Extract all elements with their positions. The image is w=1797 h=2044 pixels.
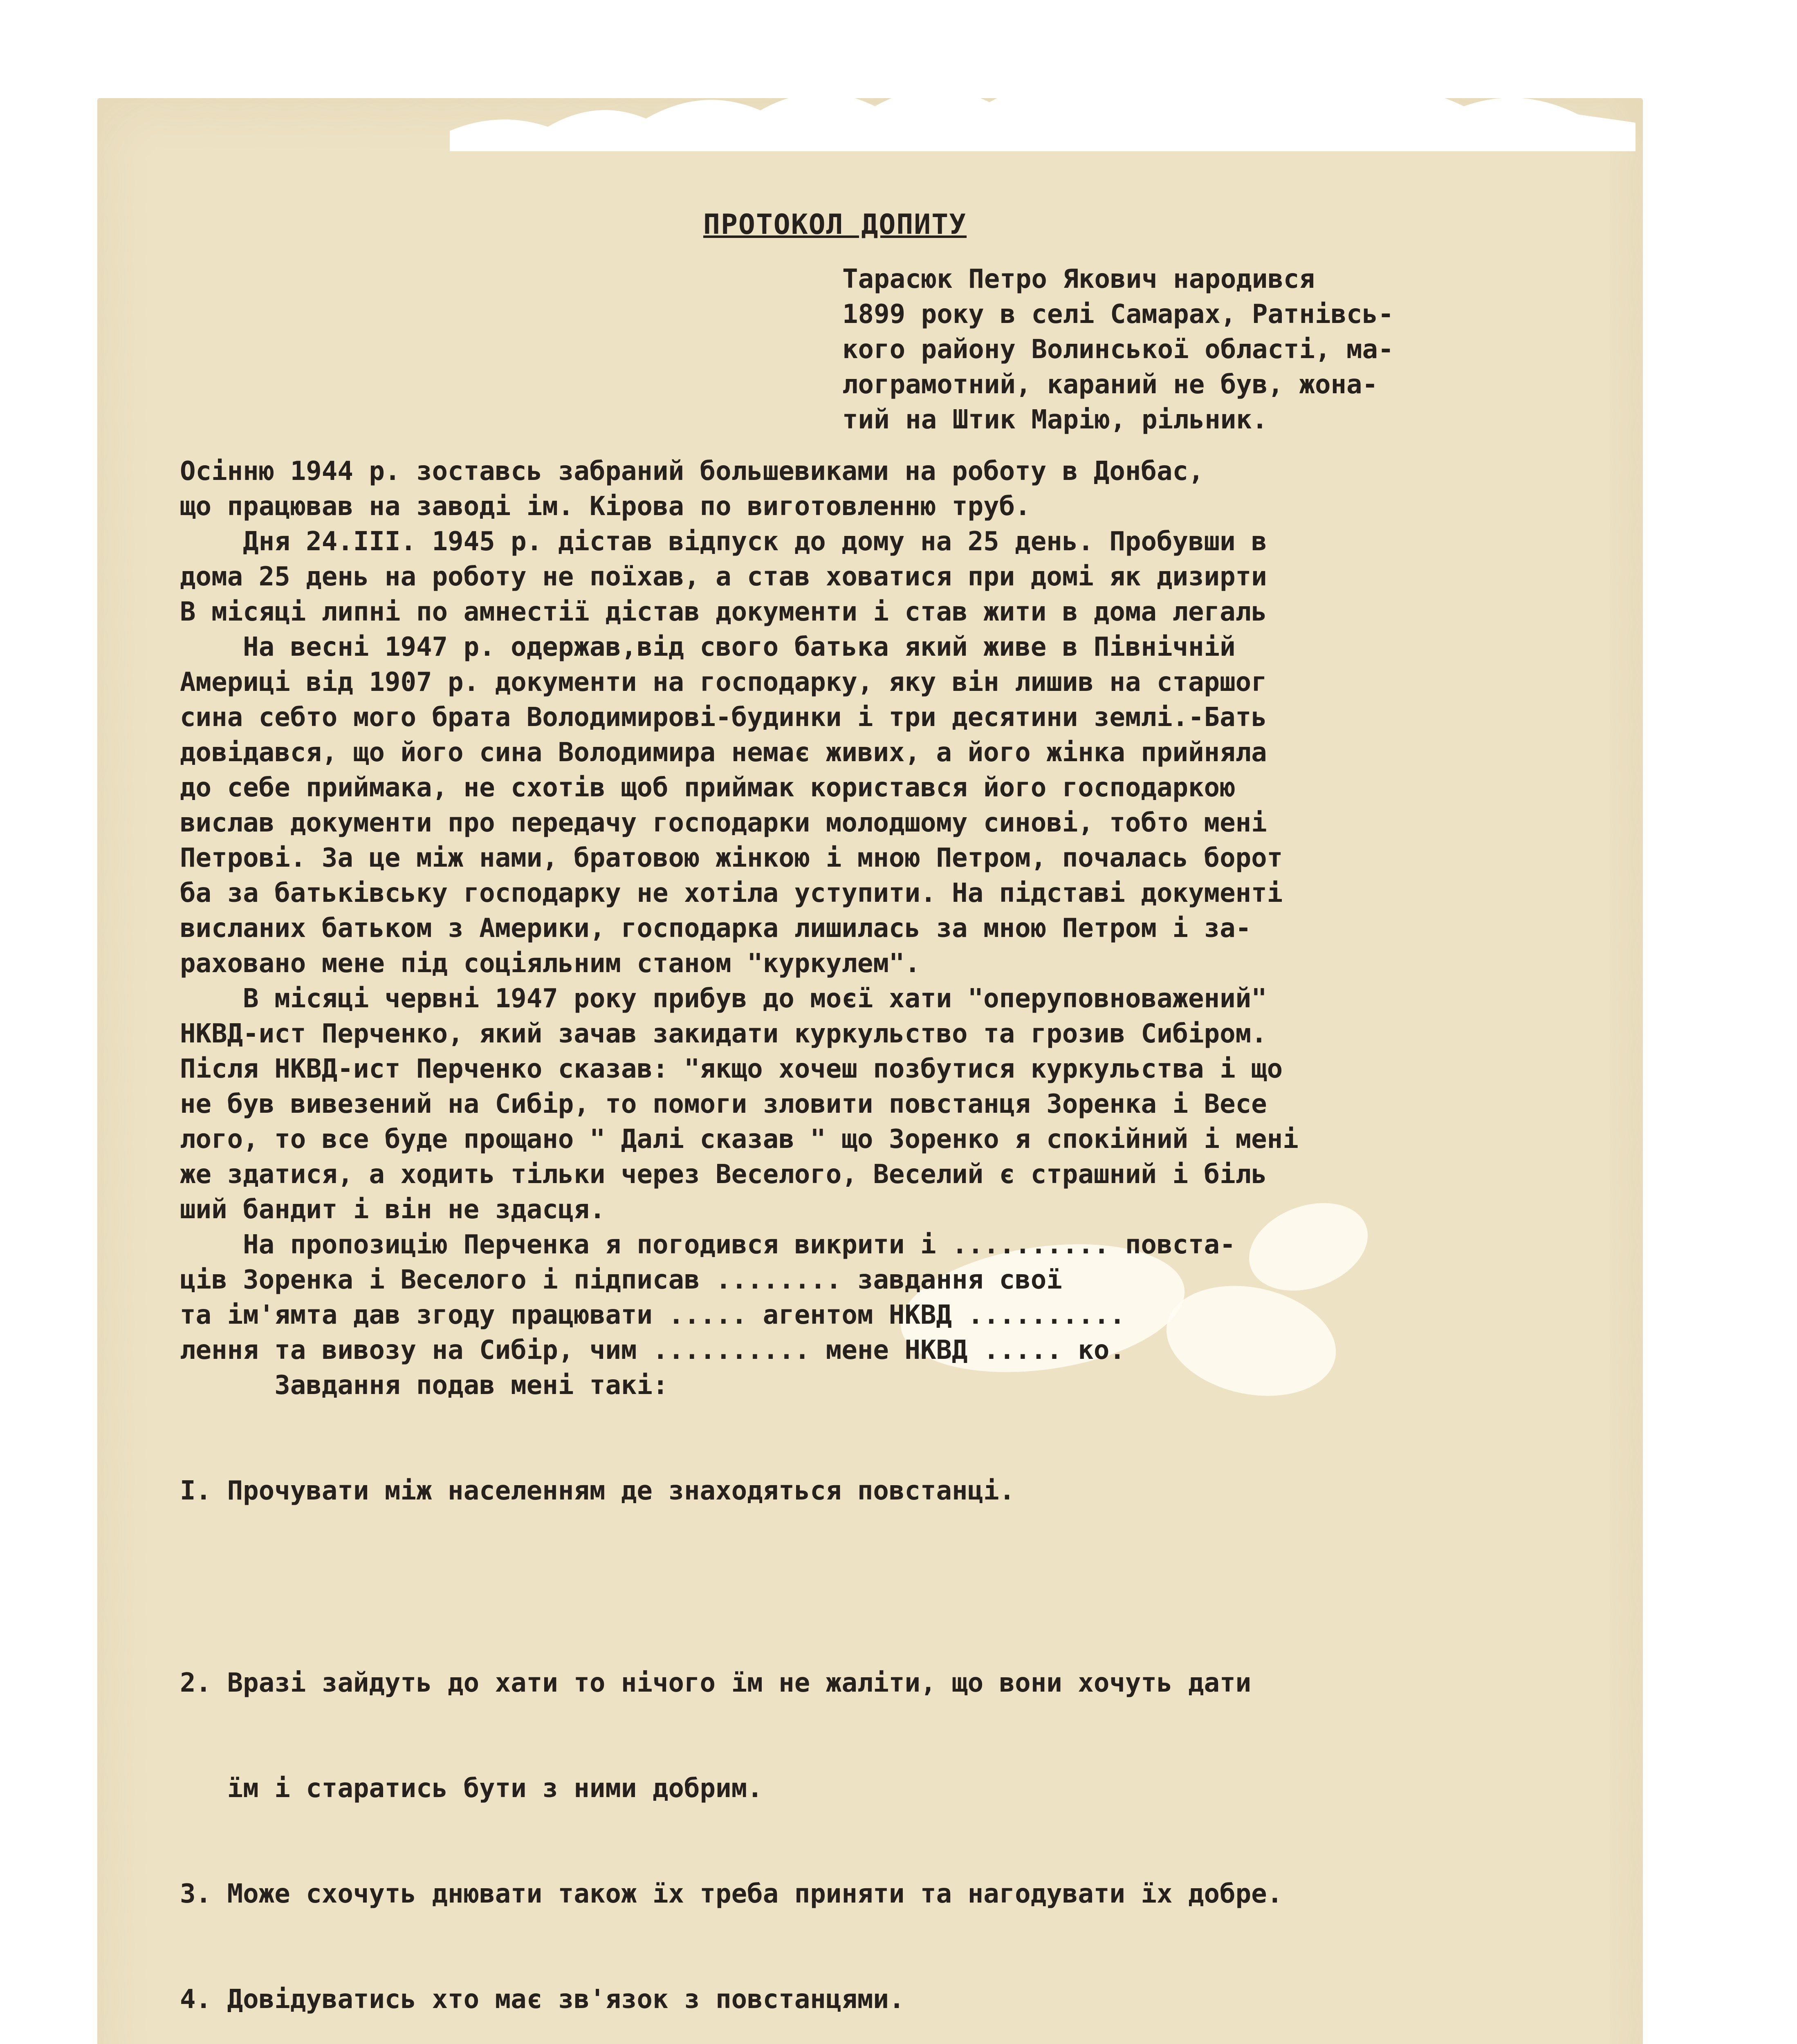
subject-info-line: кого району Волинської області, ма- [842, 334, 1394, 365]
torn-edge [450, 61, 1635, 151]
document-title: ПРОТОКОЛ ДОПИТУ [703, 208, 967, 241]
testimony-line: лення та вивозу на Сибір, чим .......... мене НКВД ..... ко. [180, 1335, 1125, 1365]
subject-info-line: Тарасюк Петро Якович народився [842, 264, 1315, 294]
testimony-line: висланих батьком з Америки, господарка лишилась за мною Петром і за- [180, 913, 1252, 944]
testimony-line: вислав документи про передачу господарки молодшому синові, тобто мені [180, 808, 1267, 838]
subject-info-line: 1899 року в селі Самарах, Ратнівсь- [842, 299, 1394, 329]
testimony-line: На весні 1947 р. одержав,від свого батька який живе в Північній [180, 632, 1236, 662]
testimony-line: Петрові. За це між нами, братовою жінкою і мною Петром, почалась борот [180, 843, 1283, 873]
testimony-line: дома 25 день на роботу не поїхав, а став ховатися при домі як дизирти [180, 562, 1267, 592]
testimony-line: же здатися, а ходить тільки через Веселого, Веселий є страшний і біль [180, 1159, 1267, 1190]
subject-info-line: лограмотний, караний не був, жона- [842, 370, 1378, 400]
testimony-line: що працював на заводі ім. Кірова по виготовленню труб. [180, 491, 1031, 522]
testimony-line: та ім'ямта дав згоду працювати ..... агентом НКВД .......... [180, 1300, 1125, 1330]
testimony-body [180, 454, 1660, 2044]
task-item: 2. Вразі зайдуть до хати то нічого їм не жаліти, що вони хочуть дати [180, 1668, 1252, 1698]
testimony-line: ців Зоренка і Веселого і підписав ........ завдання свої [180, 1265, 1062, 1295]
testimony-line: раховано мене під соціяльним станом "куркулем". [180, 948, 920, 979]
task-item: 3. Може схочуть днювати також їх треба приняти та нагодувати їх добре. [180, 1879, 1283, 1909]
testimony-line: Завдання подав мені такі: [180, 1370, 669, 1401]
testimony-line: не був вивезений на Сибір, то помоги зловити повстанця Зоренка і Весе [180, 1089, 1267, 1119]
testimony-line: довідався, що його сина Володимира немає живих, а його жінка прийняла [180, 737, 1267, 768]
task-item: їм і старатись бути з ними добрим. [180, 1773, 763, 1804]
testimony-line: Осінню 1944 р. зоставсь забраний большевиками на роботу в Донбас, [180, 456, 1204, 486]
testimony-line: ший бандит і він не здасця. [180, 1195, 606, 1225]
testimony-line: лого, то все буде прощано " Далі сказав " що Зоренко я спокійний і мені [180, 1124, 1299, 1154]
testimony-line: Дня 24.III. 1945 р. дістав відпуск до дому на 25 день. Пробувши в [180, 527, 1267, 557]
testimony-line: В місяці червні 1947 року прибув до моєї хати "оперуповноважений" [180, 984, 1267, 1014]
subject-info [842, 262, 1586, 437]
testimony-line: до себе приймака, не схотів щоб приймак користався його господаркою [180, 773, 1236, 803]
testimony-line: сина себто мого брата Володимирові-будинки і три десятини землі.-Бать [180, 702, 1267, 733]
testimony-line: Америці від 1907 р. документи на господарку, яку він лишив на старшог [180, 667, 1267, 697]
testimony-line: НКВД-ист Перченко, який зачав закидати куркульство та грозив Сибіром. [180, 1019, 1267, 1049]
subject-info-line: тий на Штик Марію, рільник. [842, 405, 1268, 435]
testimony-line: На пропозицію Перченка я погодився викрити і .......... повста- [180, 1230, 1236, 1260]
testimony-line: Після НКВД-ист Перченко сказав: "якщо хочеш позбутися куркульства і що [180, 1054, 1283, 1084]
task-item: I. Прочувати між населенням де знаходяться повстанці. [180, 1476, 1015, 1506]
testimony-line: В місяці липні по амнестії дістав документи і став жити в дома легаль [180, 597, 1267, 627]
testimony-line: ба за батьківську господарку не хотіла уступити. На підставі документі [180, 878, 1283, 908]
task-item: 4. Довідуватись хто має зв'язок з повстанцями. [180, 1984, 905, 2015]
task-list [180, 1403, 1660, 2044]
